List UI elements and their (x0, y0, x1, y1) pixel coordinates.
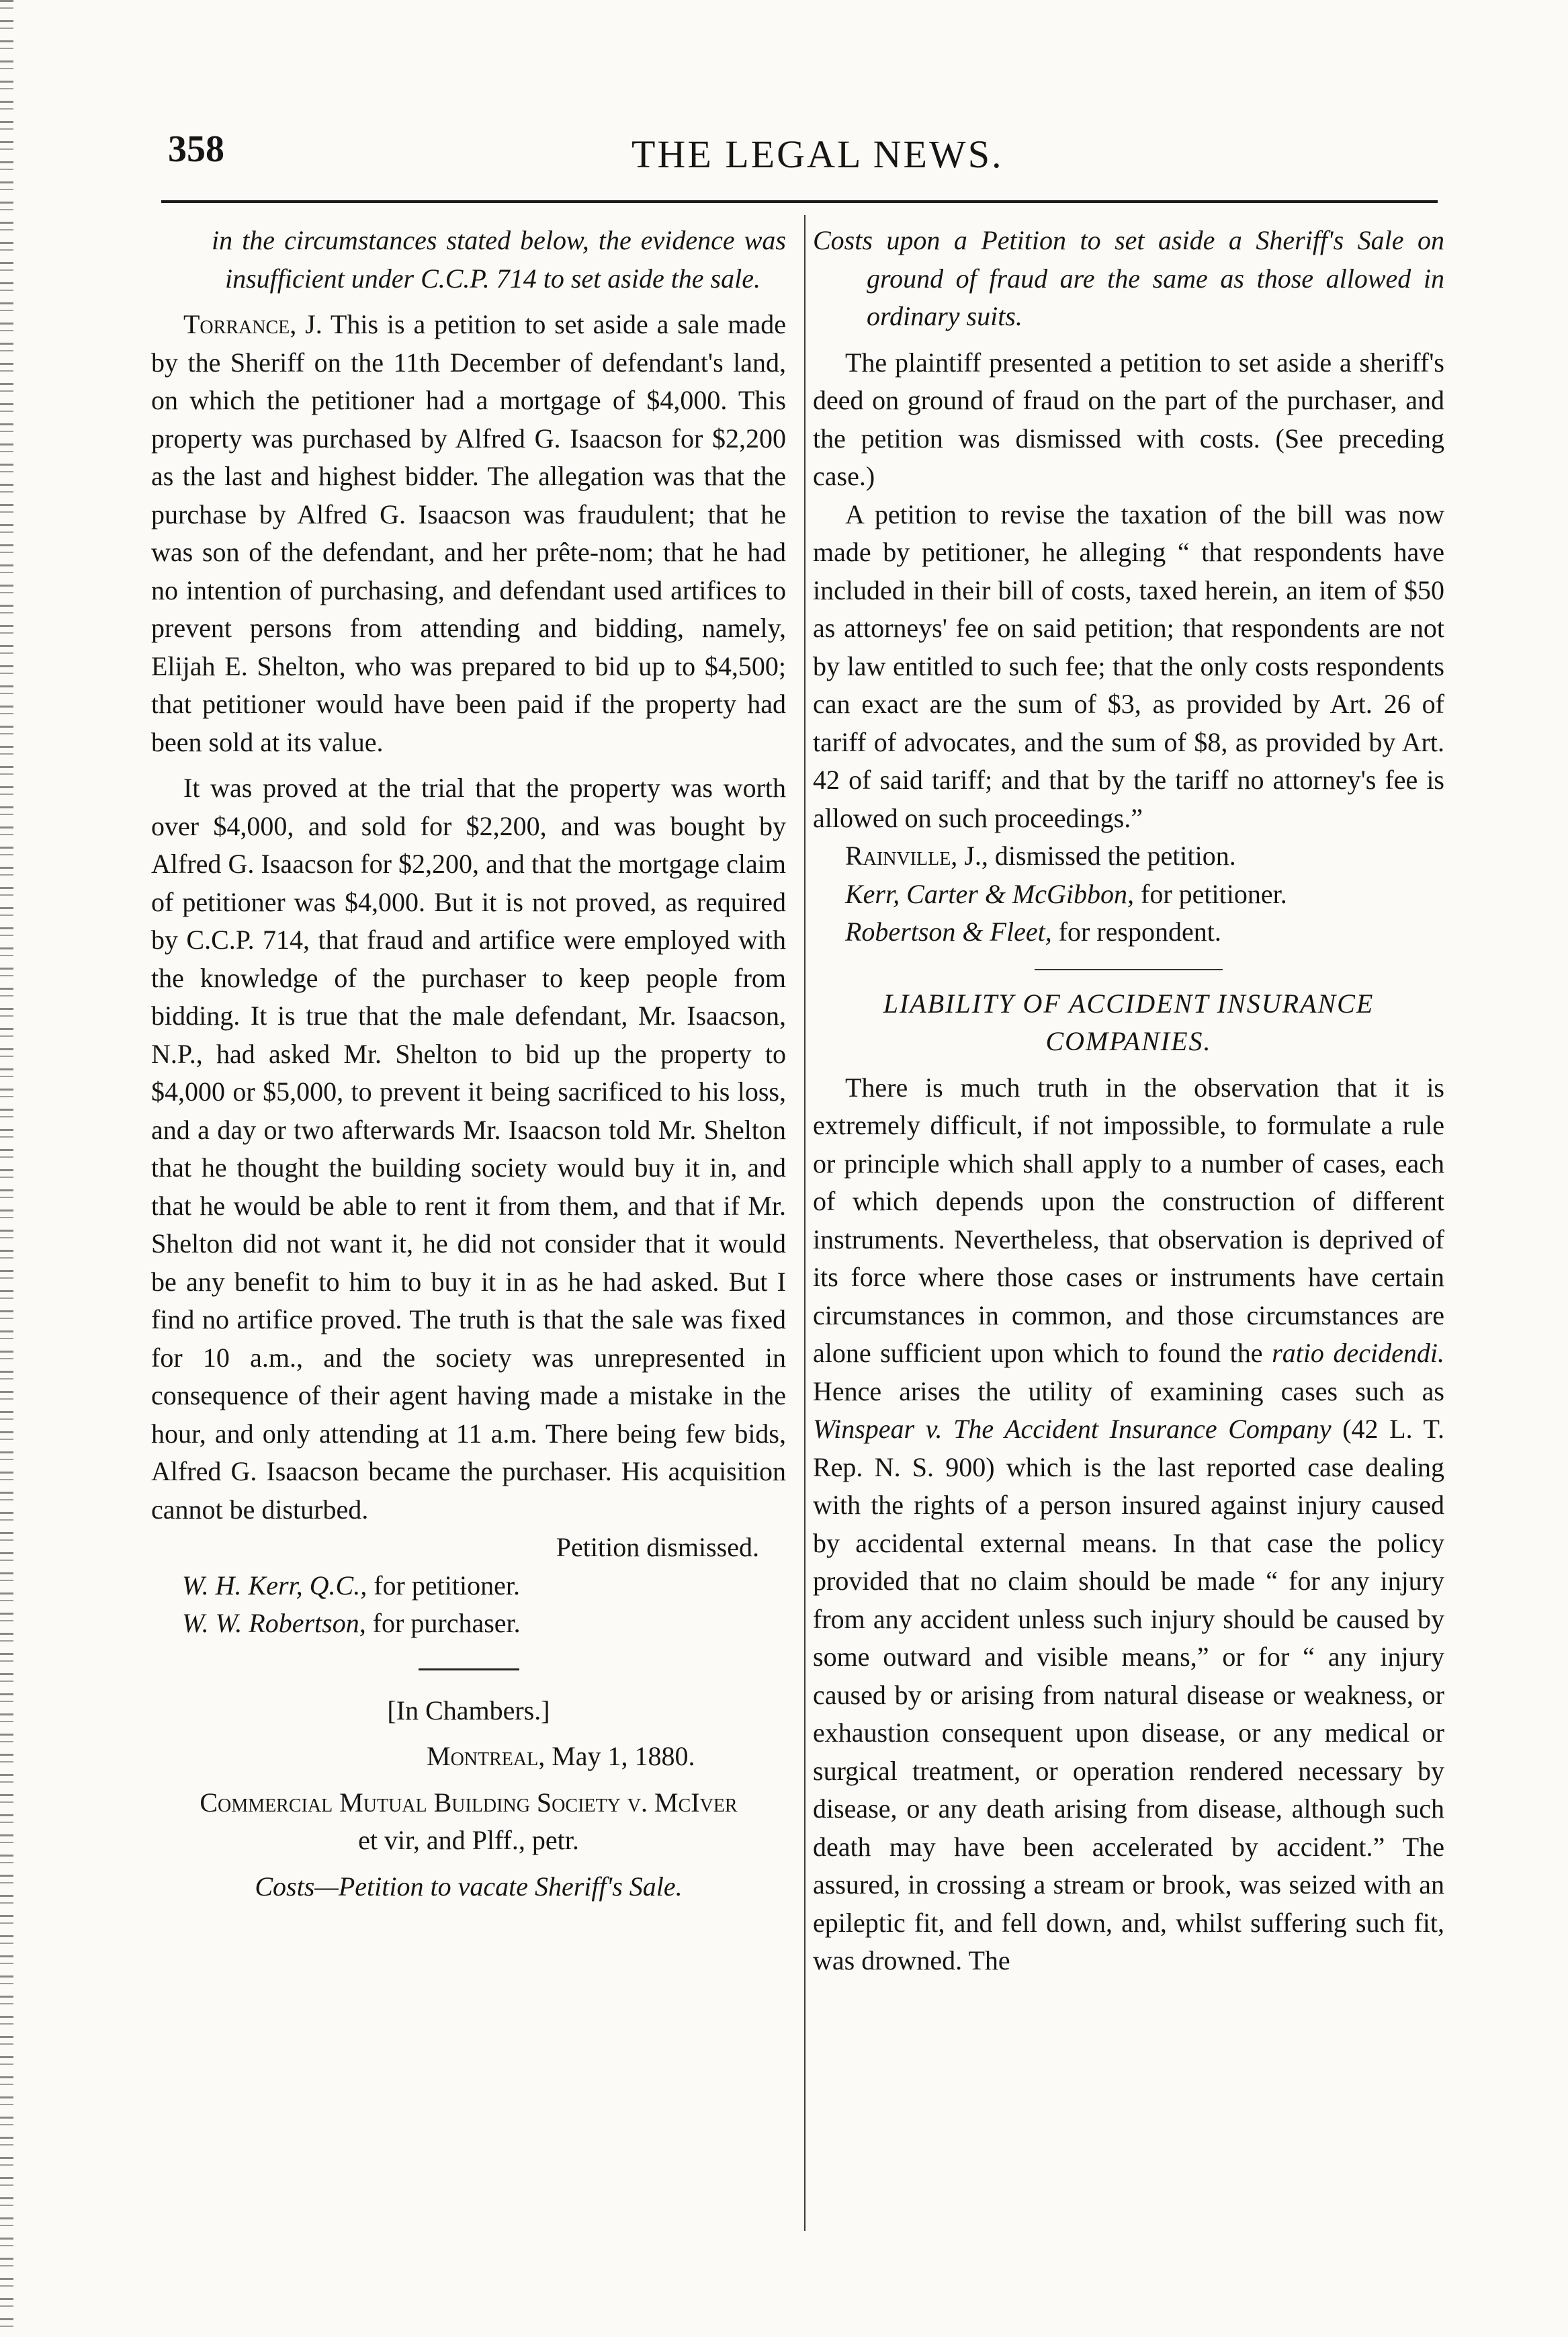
counsel-line-2 (151, 1605, 786, 1643)
opinion-paragraph-1 (151, 306, 786, 761)
counsel-role: for respondent. (1058, 917, 1221, 947)
article-text-b: Hence arises the utility of examining cases such as (813, 1375, 1444, 1406)
counsel-name: W. H. Kerr, Q.C., (182, 1570, 367, 1601)
counsel-line-2 (813, 913, 1444, 951)
article-title-line-2: COMPANIES. (1045, 1026, 1212, 1056)
counsel-line-1 (151, 1567, 786, 1605)
header-rule (161, 200, 1438, 203)
opinion-paragraph-2: It was proved at the trial that the property was worth over $4,000, and sold for $2,200, and was bought by Alfred G. Isaacson for $2,200, and that the mortgage claim of petitioner was $4,000. But it is not proved, as required by C.C.P. 714, that fraud and artifice were employed with the knowledge of the purchaser to keep people from bidding. It is true that the male defendant, Mr. Isaacson, N.P., had asked Mr. Shelton to bid up the property to $4,000 or $5,000, to prevent it being sacrificed to his loss, and a day or two afterwards Mr. Isaacson told Mr. Shelton that he thought the building society would buy it in, and that he would be able to rent it from them, and that if Mr. Shelton did not want it, he did not consider that it would be any benefit to him to buy it in as he had asked. But I find no artifice proved. The truth is that the sale was fixed for 10 a.m., and the society was unrepresented in consequence of their agent having made a mistake in the hour, and only attending at 11 a.m. There being few bids, Alfred G. Isaacson became the purchaser. His acquisition cannot be disturbed. (151, 773, 786, 1525)
case-title-line-1: Commercial Mutual Building Society v. McIver (200, 1787, 738, 1818)
page-header (161, 128, 1438, 202)
judgment-text: dismissed the petition. (994, 841, 1236, 871)
dateline (151, 1738, 786, 1776)
syllabus-heading: Costs—Petition to vacate Sheriff's Sale. (255, 1871, 683, 1902)
counsel-name: W. W. Robertson, (182, 1608, 366, 1638)
counsel-role: for petitioner. (374, 1570, 520, 1601)
counsel-role: for petitioner. (1141, 878, 1287, 909)
counsel-line-1 (813, 876, 1444, 914)
disposition: Petition dismissed. (556, 1532, 759, 1562)
section-divider (419, 1668, 519, 1670)
page-number: 358 (168, 128, 224, 170)
judge-name: Torrance, J. (183, 309, 322, 339)
ratio-decidendi: ratio decidendi. (1272, 1338, 1445, 1368)
column-divider (804, 215, 805, 2231)
running-title: THE LEGAL NEWS. (631, 132, 1004, 176)
article-paragraph (813, 1069, 1444, 1980)
scanned-page-edge (0, 0, 13, 2337)
section-divider (1035, 969, 1223, 970)
case-title-line-2: et vir, and Plff., petr. (358, 1825, 579, 1855)
chambers-label: [In Chambers.] (387, 1695, 550, 1726)
judgment-line (813, 837, 1444, 876)
counsel-role: for purchaser. (372, 1608, 521, 1638)
counsel-name: Kerr, Carter & McGibbon, (845, 878, 1134, 909)
left-column (151, 222, 786, 1906)
counsel-name: Robertson & Fleet, (845, 917, 1052, 947)
cited-case: Winspear v. The Accident Insurance Company (813, 1414, 1332, 1444)
case-paragraph-1: The plaintiff presented a petition to set aside a sheriff's deed on ground of fraud on the part of the purchaser, and the petition was dismissed with costs. (See preceding case.) (813, 347, 1444, 491)
article-text-c: (42 L. T. Rep. N. S. 900) which is the last reported case dealing with the rights of a person insured against injury caused by accidental external means. In that case the policy provided that no claim should be made “ for any injury from any accident unless such injury should be caused by some outward and visible means,” or for “ any injury caused by or arising from natural disease or weakness, or exhaustion consequent upon disease, or any medical or surgical treatment, or operation rendered necessary by disease, or any death arising from disease, although such death may have been accelerated by accident.” The assured, in crossing a stream or brook, was seized with an epileptic fit, and fell down, and, whilst suffering such fit, was drowned. The (813, 1414, 1444, 1975)
right-column (813, 222, 1444, 1980)
dateline-date: May 1, 1880. (552, 1741, 695, 1771)
opinion-text: This is a petition to set aside a sale made by the Sheriff on the 11th December of defendant's land, on which the petitioner had a mortgage of $4,000. This property was purchased by Alfred G. Isaacson for $2,200 as the last and highest bidder. The allegation was that the purchase by Alfred G. Isaacson was fraudulent; that he was son of the defendant, and her prête-nom; that he had no intention of purchasing, and defendant used artifices to prevent persons from attending and bidding, namely, Elijah E. Shelton, who was prepared to bid up to $4,500; that petitioner would have been paid if the property had been sold at its value. (151, 309, 787, 757)
dateline-city: Montreal, (427, 1741, 546, 1771)
judge-name: Rainville, J., (845, 841, 988, 871)
syllabus-costs: Costs upon a Petition to set aside a Sheriff's Sale on ground of fraud are the same as those allowed in ordinary suits. (813, 225, 1444, 331)
article-text-a: There is much truth in the observation that it is extremely difficult, if not impossible, to formulate a rule or principle which shall apply to a number of cases, each of which depends upon the construction of different instruments. Nevertheless, that observation is deprived of its force where those cases or instruments have certain circumstances in common, and those circumstances are alone sufficient upon which to found the (813, 1072, 1444, 1368)
case-paragraph-2: A petition to revise the taxation of the bill was now made by petitioner, he alleging “ that respondents have included in their bill of costs, taxed herein, an item of $50 as attorneys' fee on said petition; that respondents are not by law entitled to such fee; that the only costs respondents can exact are the sum of $3, as provided by Art. 26 of tariff of advocates, and the sum of $8, as provided by Art. 42 of said tariff; and that by the tariff no attorney's fee is allowed on such proceedings.” (813, 499, 1444, 833)
syllabus-continued: in the circumstances stated below, the evidence was insufficient under C.C.P. 714 to set aside the sale. (212, 225, 786, 294)
article-title-line-1: LIABILITY OF ACCIDENT INSURANCE (883, 988, 1375, 1019)
